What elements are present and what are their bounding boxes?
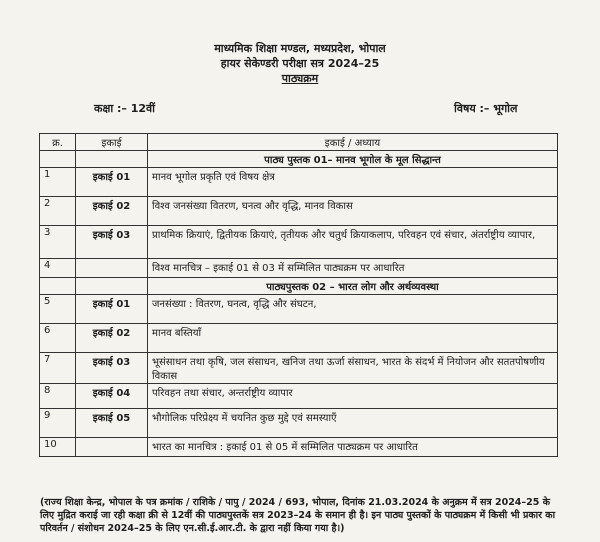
row-content: विश्व जनसंख्या वितरण, घनत्व और वृद्धि, मानव विकास	[148, 197, 558, 226]
syllabus-heading: पाठ्यक्रम	[281, 72, 319, 85]
book2-row	[40, 278, 558, 295]
header-unit: इकाई	[76, 134, 148, 151]
table-row	[40, 324, 558, 353]
row-unit: इकाई 03	[76, 226, 148, 259]
row-content: भूसंसाधन तथा कृषि, जल संसाधन, खनिज तथा ऊर्जा संसाधन, भारत के संदर्भ में नियोजन और सततपोषणीय विकास	[148, 353, 558, 384]
board-title: माध्यमिक शिक्षा मण्डल, मध्यप्रदेश, भोपाल	[214, 42, 386, 55]
footer-note: (राज्य शिक्षा केन्द्र, भोपाल के पत्र क्रमांक / राशिके / पापु / 2024 / 693, भोपाल, दिनांक 21.03.2024 के अनुक्रम में सत्र 2024–25 के लिए मुद्रित कराई जा रही कक्षा क्री से 12वीं की पाठ्यपुस्तकें सत्र 2023–24 के समान ही है। इन पाठ्य पुस्तकों के पाठ्यक्रम में किसी भी प्रकार का परिवर्तन / संशोधन 2024–25 के लिए एन.सी.ई.आर.टी. के द्वारा नहीं किया गया है।)	[40, 497, 556, 534]
table-row	[40, 409, 558, 438]
book2-title: पाठ्यपुस्तक 02 – भारत लोग और अर्थव्यवस्था	[148, 278, 558, 295]
table-row	[40, 197, 558, 226]
header-chapter: इकाई / अध्याय	[148, 134, 558, 151]
row-unit: इकाई 05	[76, 409, 148, 438]
book1-row	[40, 151, 558, 168]
row-sno: 5	[40, 295, 76, 324]
row-sno: 2	[40, 197, 76, 226]
row-content: मानव भूगोल प्रकृति एवं विषय क्षेत्र	[148, 168, 558, 197]
syllabus-table	[39, 133, 558, 457]
row-unit: इकाई 02	[76, 197, 148, 226]
row-content: भारत का मानचित्र : इकाई 01 से 05 में सम्मिलित पाठ्यक्रम पर आधारित	[148, 438, 558, 457]
row-content: विश्व मानचित्र – इकाई 01 से 03 में सम्मिलित पाठ्यक्रम पर आधारित	[148, 259, 558, 278]
row-sno: 3	[40, 226, 76, 259]
table-row	[40, 168, 558, 197]
row-unit: इकाई 01	[76, 295, 148, 324]
row-sno: 7	[40, 353, 76, 384]
row-unit: इकाई 03	[76, 353, 148, 384]
row-content: परिवहन तथा संचार, अन्तर्राष्ट्रीय व्यापार	[148, 384, 558, 409]
row-sno: 1	[40, 168, 76, 197]
row-content: भौगोलिक परिप्रेक्ष्य में चयनित कुछ मुद्दे एवं समस्याएँ	[148, 409, 558, 438]
row-content: प्राथमिक क्रियाएं, द्वितीयक क्रियाएं, तृतीयक और चतुर्थ क्रियाकलाप, परिवहन एवं संचार, अंतर्राष्ट्रीय व्यापार,	[148, 226, 558, 259]
table-header-row	[40, 134, 558, 151]
header-sno: क्र.	[40, 134, 76, 151]
row-content: जनसंख्या : वितरण, घनत्व, वृद्धि और संघटन,	[148, 295, 558, 324]
row-sno: 9	[40, 409, 76, 438]
table-row	[40, 259, 558, 278]
class-info: कक्षा :– 12वीं	[94, 102, 156, 115]
table-row	[40, 353, 558, 384]
row-unit	[76, 438, 148, 457]
row-sno: 4	[40, 259, 76, 278]
row-sno: 10	[40, 438, 76, 457]
row-sno: 8	[40, 384, 76, 409]
table-row	[40, 438, 558, 457]
row-content: मानव बस्तियाँ	[148, 324, 558, 353]
subject-info: विषय :– भूगोल	[454, 102, 518, 115]
row-unit: इकाई 01	[76, 168, 148, 197]
table-row	[40, 226, 558, 259]
table-row	[40, 384, 558, 409]
row-unit	[76, 259, 148, 278]
table-row	[40, 295, 558, 324]
row-unit: इकाई 02	[76, 324, 148, 353]
book1-title: पाठ्य पुस्तक 01– मानव भूगोल के मूल सिद्धान्त	[148, 151, 558, 168]
exam-session-title: हायर सेकेण्डरी परीक्षा सत्र 2024–25	[220, 57, 380, 70]
row-sno: 6	[40, 324, 76, 353]
row-unit: इकाई 04	[76, 384, 148, 409]
